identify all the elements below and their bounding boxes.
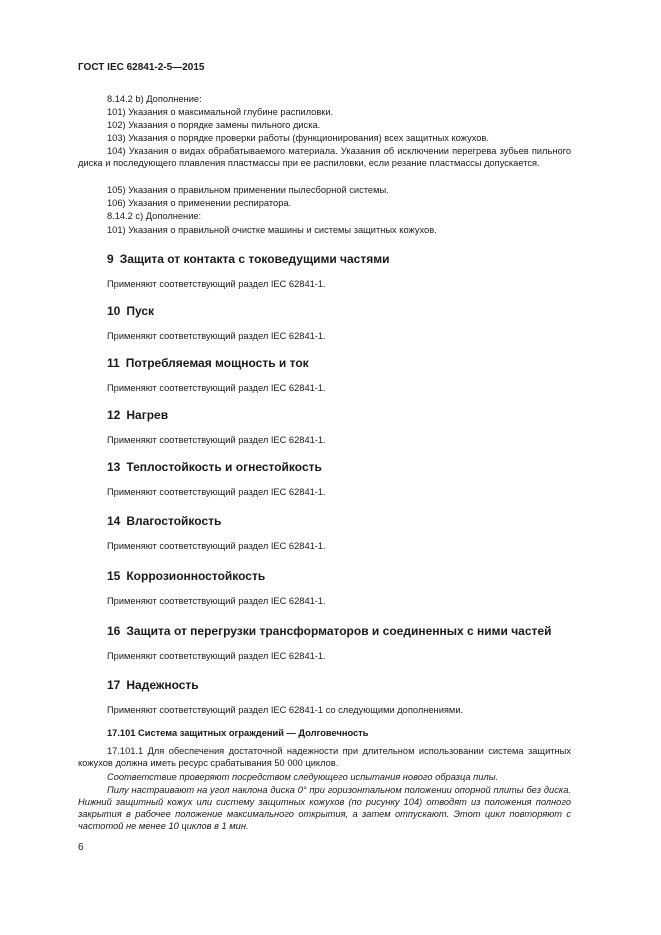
section-title: Потребляемая мощность и ток [125, 356, 309, 370]
section-body: Применяют соответствующий раздел IEC 62841-1. [107, 651, 326, 661]
intro-line: 8.14.2 b) Дополнение: [107, 94, 202, 104]
test-procedure-paragraph: Пилу настраивают на угол наклона диска 0° при горизонтальном положении опорной плиты без диска. Нижний защитный кожух или систему защитных кожухов (по рисунку 104) отводят из положения полного закрытия в рабочее положение максимального открытия, а затем отпускают. Этот цикл повторяют с частотой не менее 10 циклов в 1 мин. [78, 785, 571, 831]
section-title: Теплостойкость и огнестойкость [126, 460, 322, 474]
section-heading-13 [107, 460, 322, 474]
section-number: 13 [107, 460, 121, 474]
section-number: 15 [107, 569, 121, 583]
section-title: Нагрев [126, 408, 169, 422]
section-title: Защита от контакта с токоведущими частями [119, 252, 390, 266]
section-title: Защита от перегрузки трансформаторов и соединенных с ними частей [126, 624, 552, 638]
section-body: Применяют соответствующий раздел IEC 62841-1. [107, 383, 326, 393]
intro-line: 8.14.2 c) Дополнение: [107, 211, 202, 221]
document-header: ГОСТ IEC 62841-2-5—2015 [78, 62, 205, 73]
section-number: 17 [107, 678, 121, 692]
subsection-heading: 17.101 Система защитных ограждений — Долговечность [107, 728, 369, 738]
section-heading-11 [107, 356, 309, 370]
section-body: Применяют соответствующий раздел IEC 62841-1. [107, 331, 326, 341]
intro-line: 103) Указания о порядке проверки работы (функционирования) всех защитных кожухов. [107, 133, 489, 143]
section-heading-16 [107, 624, 551, 638]
section-title: Влагостойкость [126, 514, 222, 528]
section-body: Применяют соответствующий раздел IEC 62841-1. [107, 279, 326, 289]
intro-line: 102) Указания о порядке замены пильного диска. [107, 120, 321, 130]
section-body: Применяют соответствующий раздел IEC 62841-1. [107, 487, 326, 497]
section-heading-12 [107, 408, 168, 422]
section-body: Применяют соответствующий раздел IEC 62841-1. [107, 596, 326, 606]
page-number: 6 [78, 842, 84, 853]
intro-line: 101) Указания о правильной очистке машины и системы защитных кожухов. [107, 225, 437, 235]
section-number: 12 [107, 408, 121, 422]
section-body: Применяют соответствующий раздел IEC 62841-1. [107, 541, 326, 551]
section-number: 16 [107, 624, 121, 638]
section-heading-10 [107, 304, 154, 318]
item-104-paragraph: 104) Указания о видах обрабатываемого материала. Указания об исключении перегрева зубьев пильного диска и последующего плавления пластмассы при ее распиловки, если резание пластмассы допускается. [78, 146, 571, 168]
section-number: 11 [107, 356, 120, 370]
section-number: 10 [107, 304, 121, 318]
section-number: 9 [107, 252, 114, 266]
section-body: Применяют соответствующий раздел IEC 62841-1 со следующими дополнениями. [107, 705, 464, 715]
section-heading-14 [107, 514, 221, 528]
section-title: Надежность [126, 678, 199, 692]
section-heading-17 [107, 678, 199, 692]
subsection-paragraph: 17.101.1 Для обеспечения достаточной надежности при длительном использовании система защитных кожухов должна иметь ресурс срабатывания 50 000 циклов. [78, 746, 571, 768]
intro-line: 101) Указания о максимальной глубине распиловки. [107, 107, 334, 117]
section-title: Коррозионностойкость [126, 569, 266, 583]
intro-line: 105) Указания о правильном применении пылесборной системы. [107, 185, 389, 195]
section-title: Пуск [126, 304, 155, 318]
intro-line: 106) Указания о применении респиратора. [107, 198, 292, 208]
section-heading-15 [107, 569, 265, 583]
section-body: Применяют соответствующий раздел IEC 62841-1. [107, 435, 326, 445]
section-number: 14 [107, 514, 121, 528]
section-heading-9 [107, 252, 389, 266]
compliance-sentence: Соответствие проверяют посредством следующего испытания нового образца пилы. [107, 772, 499, 782]
